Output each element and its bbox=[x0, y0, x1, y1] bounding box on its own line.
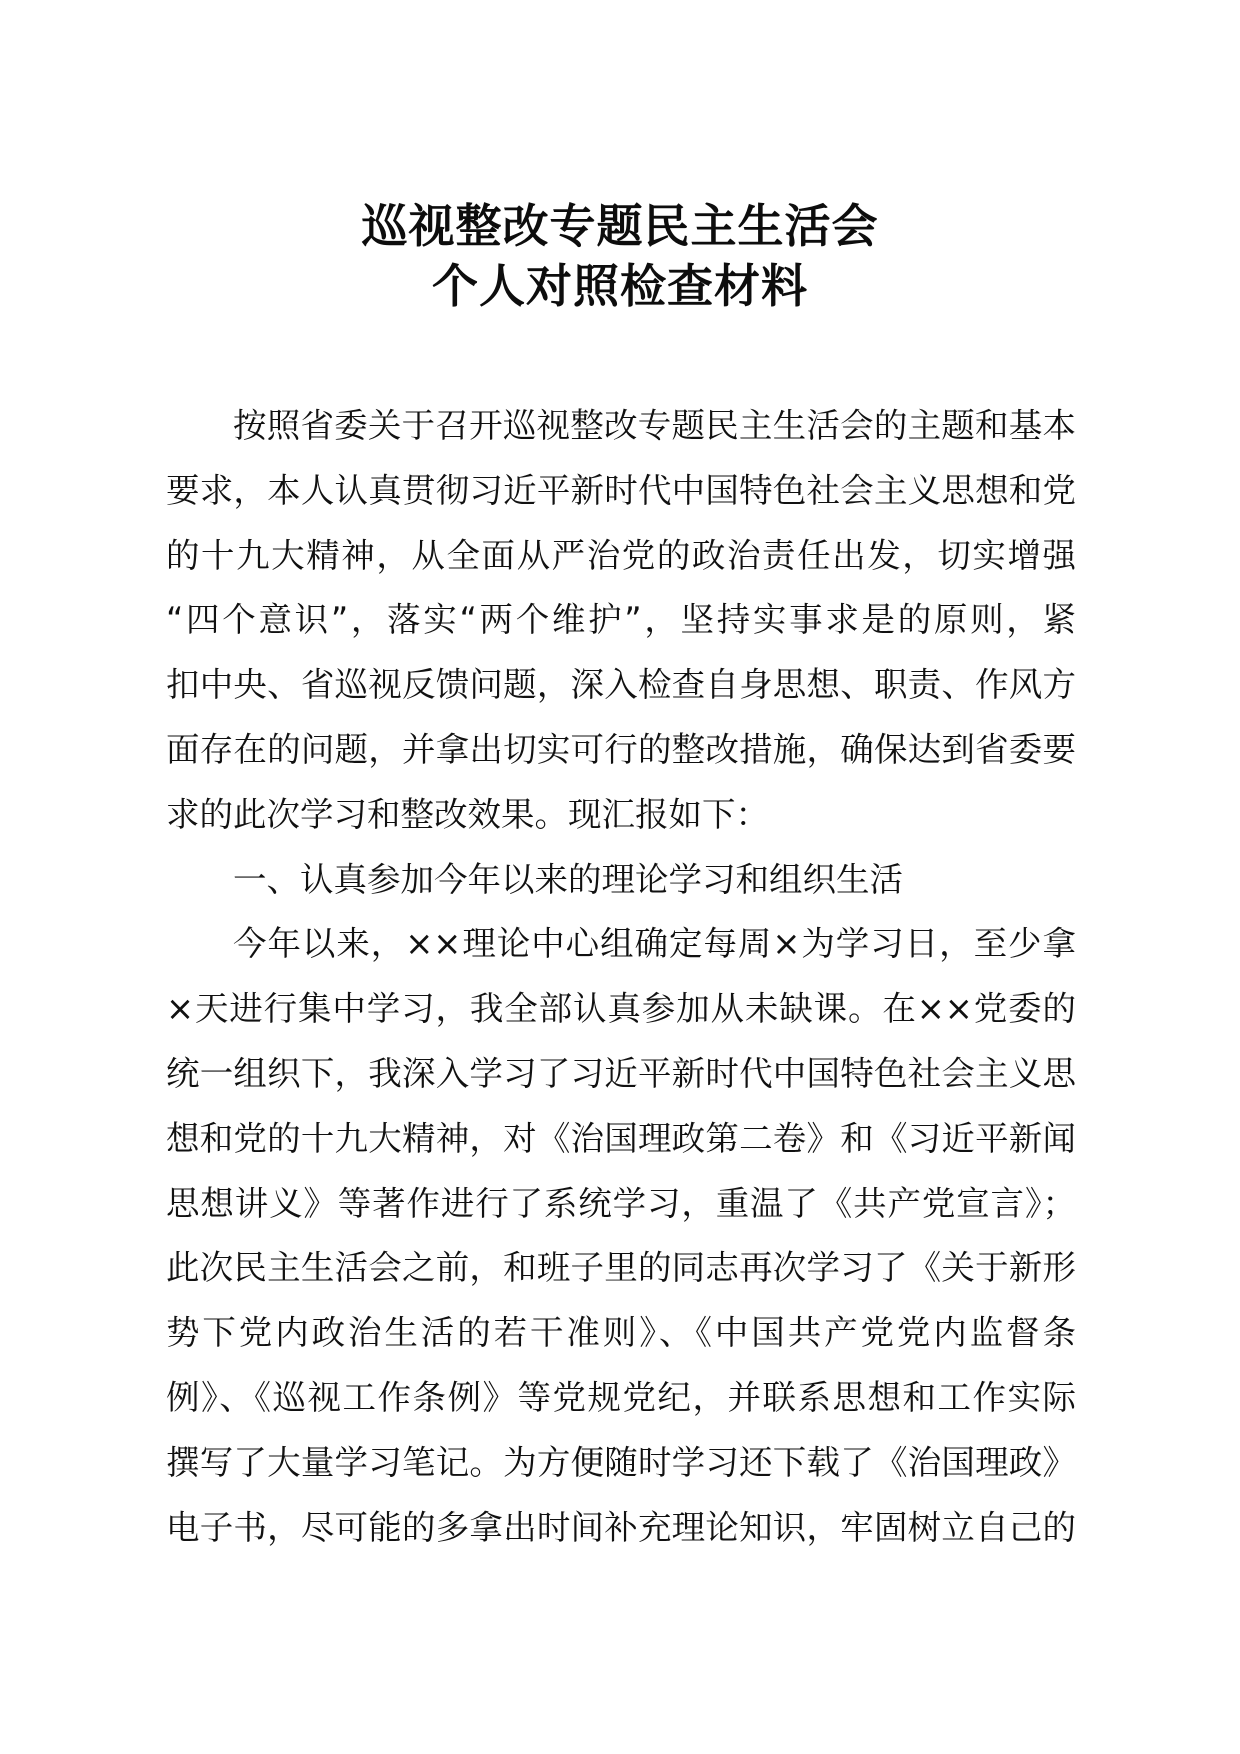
title-line-1: 巡视整改专题民主生活会 bbox=[361, 199, 879, 253]
paragraph-1-line: 扣中央、省巡视反馈问题，深入检查自身思想、职责、作风方 bbox=[166, 665, 1076, 705]
paragraph-2-line: 例》、《巡视工作条例》等党规党纪，并联系思想和工作实际 bbox=[166, 1377, 1076, 1417]
paragraph-2-line: 电子书，尽可能的多拿出时间补充理论知识，牢固树立自己的 bbox=[166, 1507, 1076, 1547]
paragraph-2-line: 思想讲义》等著作进行了系统学习，重温了《共产党宣言》； bbox=[166, 1183, 1076, 1223]
document-title bbox=[0, 196, 1240, 316]
paragraph-1-line: 的十九大精神，从全面从严治党的政治责任出发，切实增强 bbox=[166, 535, 1076, 575]
paragraph-2-line: 统一组织下，我深入学习了习近平新时代中国特色社会主义思 bbox=[166, 1053, 1076, 1093]
paragraph-1-line: “四个意识”，落实“两个维护”，坚持实事求是的原则，紧 bbox=[166, 600, 1076, 640]
paragraph-2-line: 势下党内政治生活的若干准则》、《中国共产党党内监督条 bbox=[166, 1313, 1076, 1353]
document-body bbox=[166, 394, 1076, 1560]
paragraph-2-line: 今年以来，××理论中心组确定每周×为学习日，至少拿 bbox=[233, 924, 1076, 964]
title-line-2: 个人对照检查材料 bbox=[432, 259, 808, 313]
paragraph-2-line: ×天进行集中学习，我全部认真参加从未缺课。在××党委的 bbox=[166, 989, 1076, 1029]
paragraph-1-line: 要求，本人认真贯彻习近平新时代中国特色社会主义思想和党 bbox=[166, 470, 1076, 510]
paragraph-2-line: 想和党的十九大精神，对《治国理政第二卷》和《习近平新闻 bbox=[166, 1118, 1076, 1158]
paragraph-1-line: 面存在的问题，并拿出切实可行的整改措施，确保达到省委要 bbox=[166, 729, 1076, 769]
paragraph-1-line: 求的此次学习和整改效果。现汇报如下： bbox=[166, 794, 769, 834]
paragraph-2-line: 撰写了大量学习笔记。为方便随时学习还下载了《治国理政》 bbox=[166, 1442, 1076, 1482]
section-1-heading: 一、认真参加今年以来的理论学习和组织生活 bbox=[233, 859, 903, 899]
paragraph-1-line: 按照省委关于召开巡视整改专题民主生活会的主题和基本 bbox=[233, 406, 1076, 445]
paragraph-2-line: 此次民主生活会之前，和班子里的同志再次学习了《关于新形 bbox=[166, 1248, 1076, 1288]
